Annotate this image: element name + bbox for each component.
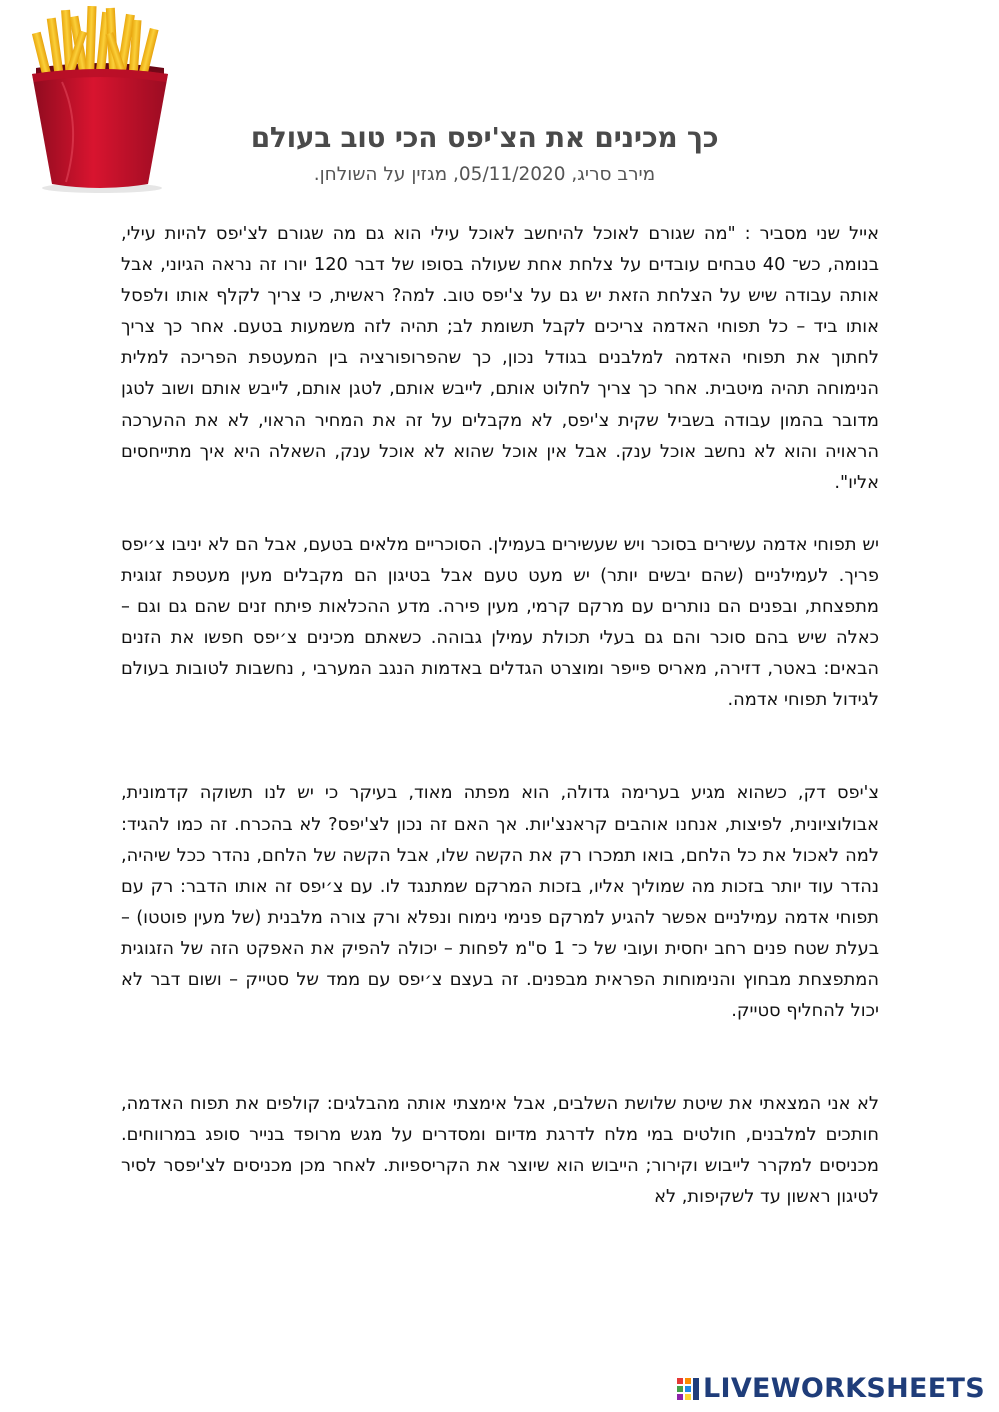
article-paragraph: יש תפוחי אדמה עשירים בסוכר ויש שעשירים בעמילן. הסוכריים מלאים בטעם, אבל הם לא יניבו צ׳יפס פריך. לעמילניים (שהם יבשים יותר) יש מעט טעם אבל בטיגון הם מקבלים מעין מעטפת זגוגית מתפצחת, ובפנים הם נותרים עם מרקם קרמי, מעין פירה. מדע ההכלאות פיתח זנים שהם גם וגם – כאלה שיש בהם סוכר והם גם בעלי תכולת עמילן גבוהה. כשאתם מכינים צ׳יפס חפשו את הזנים הבאים: באטר, דזירה, מאריס פייפר ומוצרט הגדלים באדמות הנגב המערבי , נחשבות לטובות בעולם לגידול תפוחי אדמה.: [121, 533, 879, 711]
paragraph-spacer: [121, 1026, 879, 1088]
french-fries-illustration: [22, 6, 178, 196]
liveworksheets-brand-text: LIVEWORKSHEETS: [702, 1373, 985, 1404]
article-title: כך מכינים את הצ'יפס הכי טוב בעולם: [250, 121, 719, 154]
liveworksheets-logo-icon: [676, 1377, 700, 1401]
article-byline: מירב סריג, 05/11/2020, מגזין על השולחן.: [313, 164, 656, 185]
article-body: [121, 218, 879, 1213]
liveworksheets-watermark: [676, 1374, 985, 1404]
paragraph-spacer: [121, 498, 879, 529]
article-header: [200, 118, 769, 190]
paragraph-spacer: [121, 715, 879, 777]
article-paragraph: צ'יפס דק, כשהוא מגיע בערימה גדולה, הוא מפתה מאוד, בעיקר כי יש לנו תשוקה קדמונית, אבולוציונית, לפיצות, אנחנו אוהבים קראנצ'יות. אך האם זה נכון לצ'יפס? לא בהכרח. זה כמו להגיד: למה לאכול את כל הלחם, בואו תמכרו רק את הקשה שלו, אבל הקשה של הלחם, נהדר ככל שיהיה, נהדר עוד יותר בזכות מה שמוליך אליו, בזכות המרקם שמתנגד לו. עם צ׳יפס זה אותו הדבר: רק עם תפוחי אדמה עמילניים אפשר להגיע למרקם פנימי נימוח ונפלא ורק צורה מלבנית (של מעין פוטטו) – בעלת שטח פנים רחב יחסית ועובי של כ־ 1 ס"מ לפחות – יכולה להפיק את האפקט הזה של הזגוגית המתפצחת מבחוץ והנימוחות הפראית מבפנים. זה בעצם צ׳יפס עם ממד של סטייק – ושום דבר לא יכול להחליף סטייק.: [121, 782, 879, 1022]
article-paragraph: לא אני המצאתי את שיטת שלושת השלבים, אבל אימצתי אותה מהבלגים: קולפים את תפוח האדמה, חותכים למלבנים, חולטים במי מלח לדרגת מדיום ומסדרים על מגש מרופד בנייר סופג במרווחים. מכניסים למקרר לייבוש וקירור; הייבוש הוא שיוצר את הקריספיות. לאחר מכן מכניסים לצ'יפסר לסיר לטיגון ראשון עד לשקיפות, לא: [121, 1093, 879, 1208]
article-paragraph: אייל שני מסביר : "מה שגורם לאוכל להיחשב לאוכל עילי הוא גם מה שגורם לצ'יפס להיות עילי, בנומה, כש־ 40 טבחים עובדים על צלחת אחת שעולה בסופו של דבר 120 יורו זה נראה הגיוני, אבל אותה עבודה שיש על הצלחת הזאת יש גם על צ'יפס טוב. למה? ראשית, כי צריך לקלף אותו ולפסל אותו ביד – כל תפוחי האדמה צריכים לקבל תשומת לב; תהיה לזה משמעות בטעם. אחר כך צריך לחתוך את תפוחי האדמה למלבנים בגודל נכון, כך שהפרופורציה בין המעטפת הפריכה למלית הנימוחה תהיה מיטבית. אחר כך צריך לחלוט אותם, לייבש אותם, לטגן אותם, לייבש אותם ושוב לטגן מדובר בהמון עבודה בשביל שקית צ'יפס, לא מקבלים על זה את המחיר הראוי, לא את ההערכה הראויה והוא לא נחשב אוכל ענק. אבל אין אוכל שהוא לא אוכל ענק, השאלה היא איך מתייחסים אליו".: [121, 223, 880, 493]
